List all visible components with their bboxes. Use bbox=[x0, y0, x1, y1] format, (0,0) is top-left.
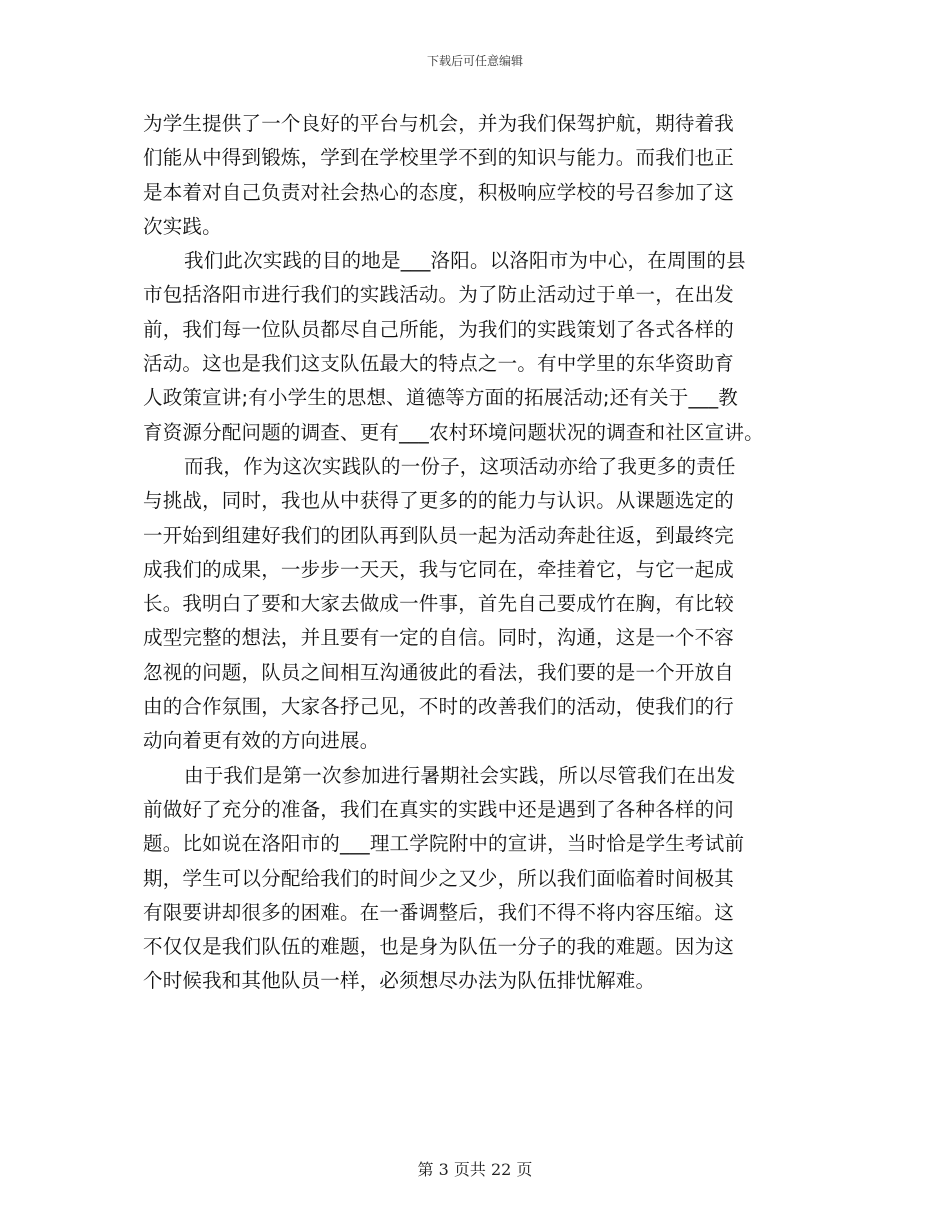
text-line: 成我们的成果，一步步一天天，我与它同在，牵挂着它，与它一起成 bbox=[143, 557, 735, 581]
text-line: 前做好了充分的准备，我们在真实的实践中还是遇到了各种各样的问 bbox=[143, 797, 735, 821]
text-line: 由的合作氛围，大家各抒己见，不时的改善我们的活动，使我们的行 bbox=[143, 695, 735, 719]
text-line: 前，我们每一位队员都尽自己所能，为我们的实践策划了各式各样的 bbox=[143, 317, 735, 341]
document-body bbox=[143, 107, 823, 999]
text-line: 不仅仅是我们队伍的难题，也是身为队伍一分子的我的难题。因为这 bbox=[143, 935, 735, 959]
text-line: 人政策宣讲;有小学生的思想、道德等方面的拓展活动;还有关于___教 bbox=[143, 386, 738, 410]
text-line: 次实践。 bbox=[143, 214, 222, 238]
text-line: 有限要讲却很多的困难。在一番调整后，我们不得不将内容压缩。这 bbox=[143, 900, 735, 924]
page-number: 第 3 页共 22 页 bbox=[417, 1160, 533, 1179]
text-line: 们能从中得到锻炼，学到在学校里学不到的知识与能力。而我们也正 bbox=[143, 146, 735, 170]
paragraph-2 bbox=[143, 244, 823, 450]
text-line: 我们此次实践的目的地是___洛阳。以洛阳市为中心，在周围的县 bbox=[184, 249, 746, 273]
text-line: 由于我们是第一次参加进行暑期社会实践，所以尽管我们在出发 bbox=[184, 763, 736, 787]
text-line: 与挑战，同时，我也从中获得了更多的的能力与认识。从课题选定的 bbox=[143, 489, 735, 513]
paragraph-4 bbox=[143, 759, 823, 999]
page-header: 下载后可任意编辑 bbox=[426, 54, 523, 68]
text-line: 一开始到组建好我们的团队再到队员一起为活动奔赴往返，到最终完 bbox=[143, 523, 735, 547]
text-line: 活动。这也是我们这支队伍最大的特点之一。有中学里的东华资助育 bbox=[143, 352, 735, 376]
paragraph-3 bbox=[143, 450, 823, 759]
paragraph-1 bbox=[143, 107, 823, 244]
text-line: 育资源分配问题的调查、更有___农村环境问题状况的调查和社区宣讲。 bbox=[143, 420, 764, 444]
text-line: 题。比如说在洛阳市的___理工学院附中的宣讲，当时恰是学生考试前 bbox=[143, 832, 745, 856]
text-line: 长。我明白了要和大家去做成一件事，首先自己要成竹在胸，有比较 bbox=[143, 592, 735, 616]
text-line: 市包括洛阳市进行我们的实践活动。为了防止活动过于单一，在出发 bbox=[143, 283, 735, 307]
text-line: 是本着对自己负责对社会热心的态度，积极响应学校的号召参加了这 bbox=[143, 180, 735, 204]
text-line: 忽视的问题，队员之间相互沟通彼此的看法，我们要的是一个开放自 bbox=[143, 660, 735, 684]
text-line: 动向着更有效的方向进展。 bbox=[143, 729, 380, 753]
text-line: 期，学生可以分配给我们的时间少之又少，所以我们面临着时间极其 bbox=[143, 866, 735, 890]
text-line: 为学生提供了一个良好的平台与机会，并为我们保驾护航，期待着我 bbox=[143, 112, 735, 135]
text-line: 个时候我和其他队员一样，必须想尽办法为队伍排忧解难。 bbox=[143, 969, 656, 993]
text-line: 成型完整的想法，并且要有一定的自信。同时，沟通，这是一个不容 bbox=[143, 626, 735, 650]
text-line: 而我，作为这次实践队的一份子，这项活动亦给了我更多的责任 bbox=[184, 454, 736, 478]
